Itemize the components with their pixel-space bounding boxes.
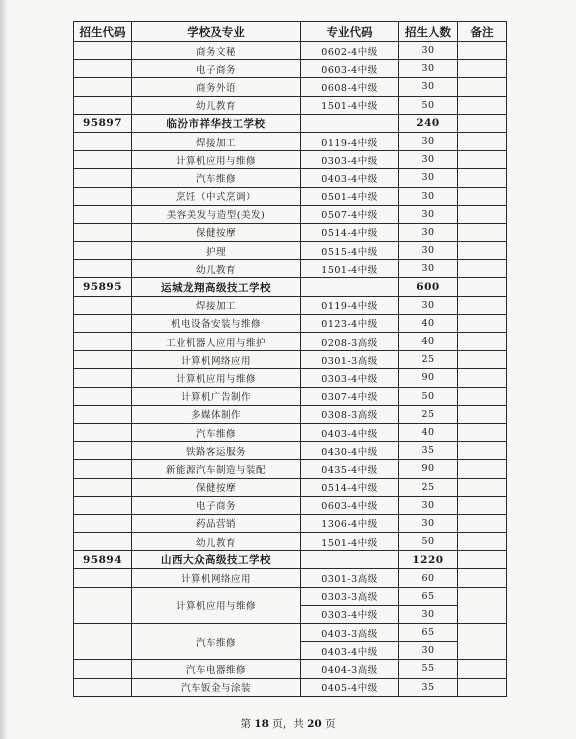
header-major-code: 专业代码 (301, 22, 399, 42)
remarks-cell (458, 405, 507, 423)
enrollment-cell: 35 (399, 678, 458, 696)
table-row (74, 478, 507, 496)
table-row (74, 405, 507, 423)
enrollment-cell: 90 (399, 369, 458, 387)
header-remarks: 备注 (458, 22, 507, 42)
major-name-cell: 新能源汽车制造与装配 (132, 460, 301, 478)
remarks-cell (458, 333, 507, 351)
enrollment-cell: 40 (399, 314, 458, 332)
school-code-cell (74, 624, 132, 660)
major-name-cell: 汽车维修 (132, 624, 301, 660)
remarks-cell (458, 551, 507, 569)
school-code-cell (74, 296, 132, 314)
table-row (74, 678, 507, 696)
table-row (74, 296, 507, 314)
school-total-cell: 240 (399, 114, 458, 132)
remarks-cell (458, 242, 507, 260)
enrollment-cell: 30 (399, 151, 458, 169)
major-name-cell: 焊接加工 (132, 296, 301, 314)
table-row (74, 442, 507, 460)
table-row (74, 223, 507, 241)
school-code-cell (74, 678, 132, 696)
major-name-cell: 计算机网络应用 (132, 569, 301, 587)
school-code-cell (74, 78, 132, 96)
enrollment-cell: 30 (399, 223, 458, 241)
major-code-cell: 0507-4中级 (301, 205, 399, 223)
major-name-cell: 美容美发与造型(美发) (132, 205, 301, 223)
school-code-cell (74, 587, 132, 623)
major-name-cell: 烹饪（中式烹调） (132, 187, 301, 205)
table-row (74, 260, 507, 278)
footer-prefix: 第 (240, 718, 251, 730)
major-code-cell: 1501-4中级 (301, 533, 399, 551)
remarks-cell (458, 369, 507, 387)
school-code-cell (74, 132, 132, 150)
major-code-cell: 0303-3高级 (301, 587, 399, 605)
table-row (74, 242, 507, 260)
school-code-cell (74, 96, 132, 114)
remarks-cell (458, 478, 507, 496)
footer-page-total: 20 (307, 718, 322, 730)
major-name-cell: 商务外语 (132, 78, 301, 96)
enrollment-table (73, 21, 507, 697)
major-name-cell: 汽车维修 (132, 169, 301, 187)
enrollment-cell: 30 (399, 187, 458, 205)
major-code-cell: 0403-4中级 (301, 169, 399, 187)
remarks-cell (458, 223, 507, 241)
major-code-cell: 0608-4中级 (301, 78, 399, 96)
major-code-cell: 0430-4中级 (301, 442, 399, 460)
table-row (74, 496, 507, 514)
header-school-major: 学校及专业 (132, 22, 301, 42)
school-code-cell: 95895 (74, 278, 132, 296)
header-row (74, 22, 507, 42)
major-code-cell: 0308-3高级 (301, 405, 399, 423)
major-code-cell: 1501-4中级 (301, 260, 399, 278)
remarks-cell (458, 514, 507, 532)
major-name-cell: 保健按摩 (132, 478, 301, 496)
major-name-cell: 计算机网络应用 (132, 351, 301, 369)
school-code-cell (74, 205, 132, 223)
footer-suffix: 页 (325, 718, 336, 730)
table-row (74, 569, 507, 587)
major-name-cell: 计算机应用与维修 (132, 151, 301, 169)
major-code-cell: 0602-4中级 (301, 42, 399, 60)
table-row (74, 460, 507, 478)
remarks-cell (458, 260, 507, 278)
enrollment-cell: 90 (399, 460, 458, 478)
remarks-cell (458, 114, 507, 132)
table-row (74, 169, 507, 187)
header-enrollment: 招生人数 (399, 22, 458, 42)
enrollment-cell: 65 (399, 587, 458, 605)
school-code-cell (74, 569, 132, 587)
scan-edge-shadow (0, 0, 8, 739)
school-name-cell: 临汾市祥华技工学校 (132, 114, 301, 132)
major-code-cell (301, 114, 399, 132)
enrollment-cell: 30 (399, 260, 458, 278)
major-name-cell: 铁路客运服务 (132, 442, 301, 460)
enrollment-cell: 40 (399, 333, 458, 351)
enrollment-cell: 25 (399, 351, 458, 369)
enrollment-cell: 30 (399, 496, 458, 514)
major-code-cell: 0123-4中级 (301, 314, 399, 332)
remarks-cell (458, 423, 507, 441)
remarks-cell (458, 660, 507, 678)
school-code-cell (74, 60, 132, 78)
school-code-cell (74, 496, 132, 514)
enrollment-cell: 30 (399, 642, 458, 660)
remarks-cell (458, 96, 507, 114)
school-code-cell (74, 187, 132, 205)
table-row (74, 96, 507, 114)
major-name-cell: 电子商务 (132, 496, 301, 514)
major-code-cell: 0404-3高级 (301, 660, 399, 678)
table-row (74, 132, 507, 150)
table-row (74, 351, 507, 369)
major-code-cell: 0405-4中级 (301, 678, 399, 696)
enrollment-cell: 30 (399, 296, 458, 314)
table-row (74, 624, 507, 642)
table-row (74, 423, 507, 441)
remarks-cell (458, 151, 507, 169)
school-code-cell: 95894 (74, 551, 132, 569)
school-row (74, 278, 507, 296)
remarks-cell (458, 387, 507, 405)
remarks-cell (458, 187, 507, 205)
major-name-cell: 幼儿教育 (132, 533, 301, 551)
remarks-cell (458, 205, 507, 223)
school-code-cell (74, 460, 132, 478)
school-code-cell (74, 242, 132, 260)
major-name-cell: 幼儿教育 (132, 260, 301, 278)
enrollment-cell: 50 (399, 96, 458, 114)
remarks-cell (458, 496, 507, 514)
table-row (74, 387, 507, 405)
major-code-cell: 0603-4中级 (301, 60, 399, 78)
enrollment-cell: 50 (399, 387, 458, 405)
table-row (74, 533, 507, 551)
remarks-cell (458, 587, 507, 623)
school-code-cell (74, 223, 132, 241)
remarks-cell (458, 42, 507, 60)
table-row (74, 78, 507, 96)
school-code-cell (74, 387, 132, 405)
enrollment-cell: 30 (399, 514, 458, 532)
major-code-cell: 0301-3高级 (301, 351, 399, 369)
major-code-cell: 0301-3高级 (301, 569, 399, 587)
major-name-cell: 计算机广告制作 (132, 387, 301, 405)
table-row (74, 205, 507, 223)
table-row (74, 369, 507, 387)
school-row (74, 551, 507, 569)
major-name-cell: 机电设备安装与维修 (132, 314, 301, 332)
major-code-cell: 1306-4中级 (301, 514, 399, 532)
enrollment-cell: 30 (399, 132, 458, 150)
school-code-cell (74, 351, 132, 369)
remarks-cell (458, 132, 507, 150)
school-name-cell: 山西大众高级技工学校 (132, 551, 301, 569)
school-code-cell (74, 42, 132, 60)
enrollment-cell: 55 (399, 660, 458, 678)
school-row (74, 114, 507, 132)
major-name-cell: 护理 (132, 242, 301, 260)
enrollment-cell: 60 (399, 569, 458, 587)
major-code-cell: 0514-4中级 (301, 223, 399, 241)
major-code-cell: 0303-4中级 (301, 151, 399, 169)
enrollment-cell: 25 (399, 478, 458, 496)
page-footer (0, 716, 576, 731)
major-name-cell: 汽车钣金与涂装 (132, 678, 301, 696)
major-name-cell: 多媒体制作 (132, 405, 301, 423)
remarks-cell (458, 296, 507, 314)
major-code-cell: 0403-4中级 (301, 423, 399, 441)
table-row (74, 151, 507, 169)
major-code-cell: 0303-4中级 (301, 369, 399, 387)
enrollment-cell: 30 (399, 78, 458, 96)
major-code-cell: 0501-4中级 (301, 187, 399, 205)
remarks-cell (458, 278, 507, 296)
enrollment-cell: 30 (399, 605, 458, 623)
footer-middle: 页，共 (272, 718, 304, 730)
remarks-cell (458, 569, 507, 587)
school-code-cell (74, 533, 132, 551)
school-code-cell (74, 260, 132, 278)
table-row (74, 60, 507, 78)
school-code-cell (74, 660, 132, 678)
school-code-cell (74, 405, 132, 423)
major-name-cell: 汽车电器维修 (132, 660, 301, 678)
major-code-cell: 0603-4中级 (301, 496, 399, 514)
table-row (74, 314, 507, 332)
enrollment-cell: 25 (399, 405, 458, 423)
enrollment-cell: 30 (399, 60, 458, 78)
school-total-cell: 600 (399, 278, 458, 296)
major-code-cell: 0303-4中级 (301, 605, 399, 623)
major-name-cell: 保健按摩 (132, 223, 301, 241)
school-code-cell (74, 151, 132, 169)
major-code-cell (301, 551, 399, 569)
major-name-cell: 药品营销 (132, 514, 301, 532)
remarks-cell (458, 460, 507, 478)
major-name-cell: 计算机应用与维修 (132, 369, 301, 387)
major-name-cell: 幼儿教育 (132, 96, 301, 114)
major-code-cell: 0119-4中级 (301, 296, 399, 314)
major-code-cell: 0307-4中级 (301, 387, 399, 405)
remarks-cell (458, 624, 507, 660)
major-code-cell (301, 278, 399, 296)
school-code-cell (74, 478, 132, 496)
table-row (74, 42, 507, 60)
enrollment-cell: 50 (399, 533, 458, 551)
major-code-cell: 0403-4中级 (301, 642, 399, 660)
remarks-cell (458, 169, 507, 187)
footer-page-number: 18 (254, 718, 269, 730)
table-body (74, 42, 507, 697)
major-name-cell: 工业机器人应用与维护 (132, 333, 301, 351)
school-code-cell (74, 514, 132, 532)
major-code-cell: 0514-4中级 (301, 478, 399, 496)
enrollment-cell: 30 (399, 169, 458, 187)
school-code-cell (74, 442, 132, 460)
enrollment-cell: 40 (399, 423, 458, 441)
major-name-cell: 电子商务 (132, 60, 301, 78)
major-name-cell: 汽车维修 (132, 423, 301, 441)
major-code-cell: 0515-4中级 (301, 242, 399, 260)
enrollment-cell: 30 (399, 242, 458, 260)
major-code-cell: 0119-4中级 (301, 132, 399, 150)
remarks-cell (458, 678, 507, 696)
enrollment-cell: 35 (399, 442, 458, 460)
school-code-cell (74, 169, 132, 187)
remarks-cell (458, 60, 507, 78)
school-code-cell (74, 369, 132, 387)
remarks-cell (458, 533, 507, 551)
school-name-cell: 运城龙翔高级技工学校 (132, 278, 301, 296)
table-row (74, 333, 507, 351)
table-row (74, 514, 507, 532)
remarks-cell (458, 78, 507, 96)
table-row (74, 187, 507, 205)
school-total-cell: 1220 (399, 551, 458, 569)
school-code-cell (74, 333, 132, 351)
school-code-cell: 95897 (74, 114, 132, 132)
enrollment-cell: 30 (399, 205, 458, 223)
major-code-cell: 0403-3高级 (301, 624, 399, 642)
school-code-cell (74, 423, 132, 441)
major-code-cell: 1501-4中级 (301, 96, 399, 114)
major-code-cell: 0435-4中级 (301, 460, 399, 478)
enrollment-cell: 30 (399, 42, 458, 60)
school-code-cell (74, 314, 132, 332)
enrollment-cell: 65 (399, 624, 458, 642)
major-name-cell: 计算机应用与维修 (132, 587, 301, 623)
major-name-cell: 商务文秘 (132, 42, 301, 60)
table-row (74, 660, 507, 678)
remarks-cell (458, 314, 507, 332)
header-school-code: 招生代码 (74, 22, 132, 42)
major-code-cell: 0208-3高级 (301, 333, 399, 351)
table-row (74, 587, 507, 605)
major-name-cell: 焊接加工 (132, 132, 301, 150)
remarks-cell (458, 351, 507, 369)
remarks-cell (458, 442, 507, 460)
